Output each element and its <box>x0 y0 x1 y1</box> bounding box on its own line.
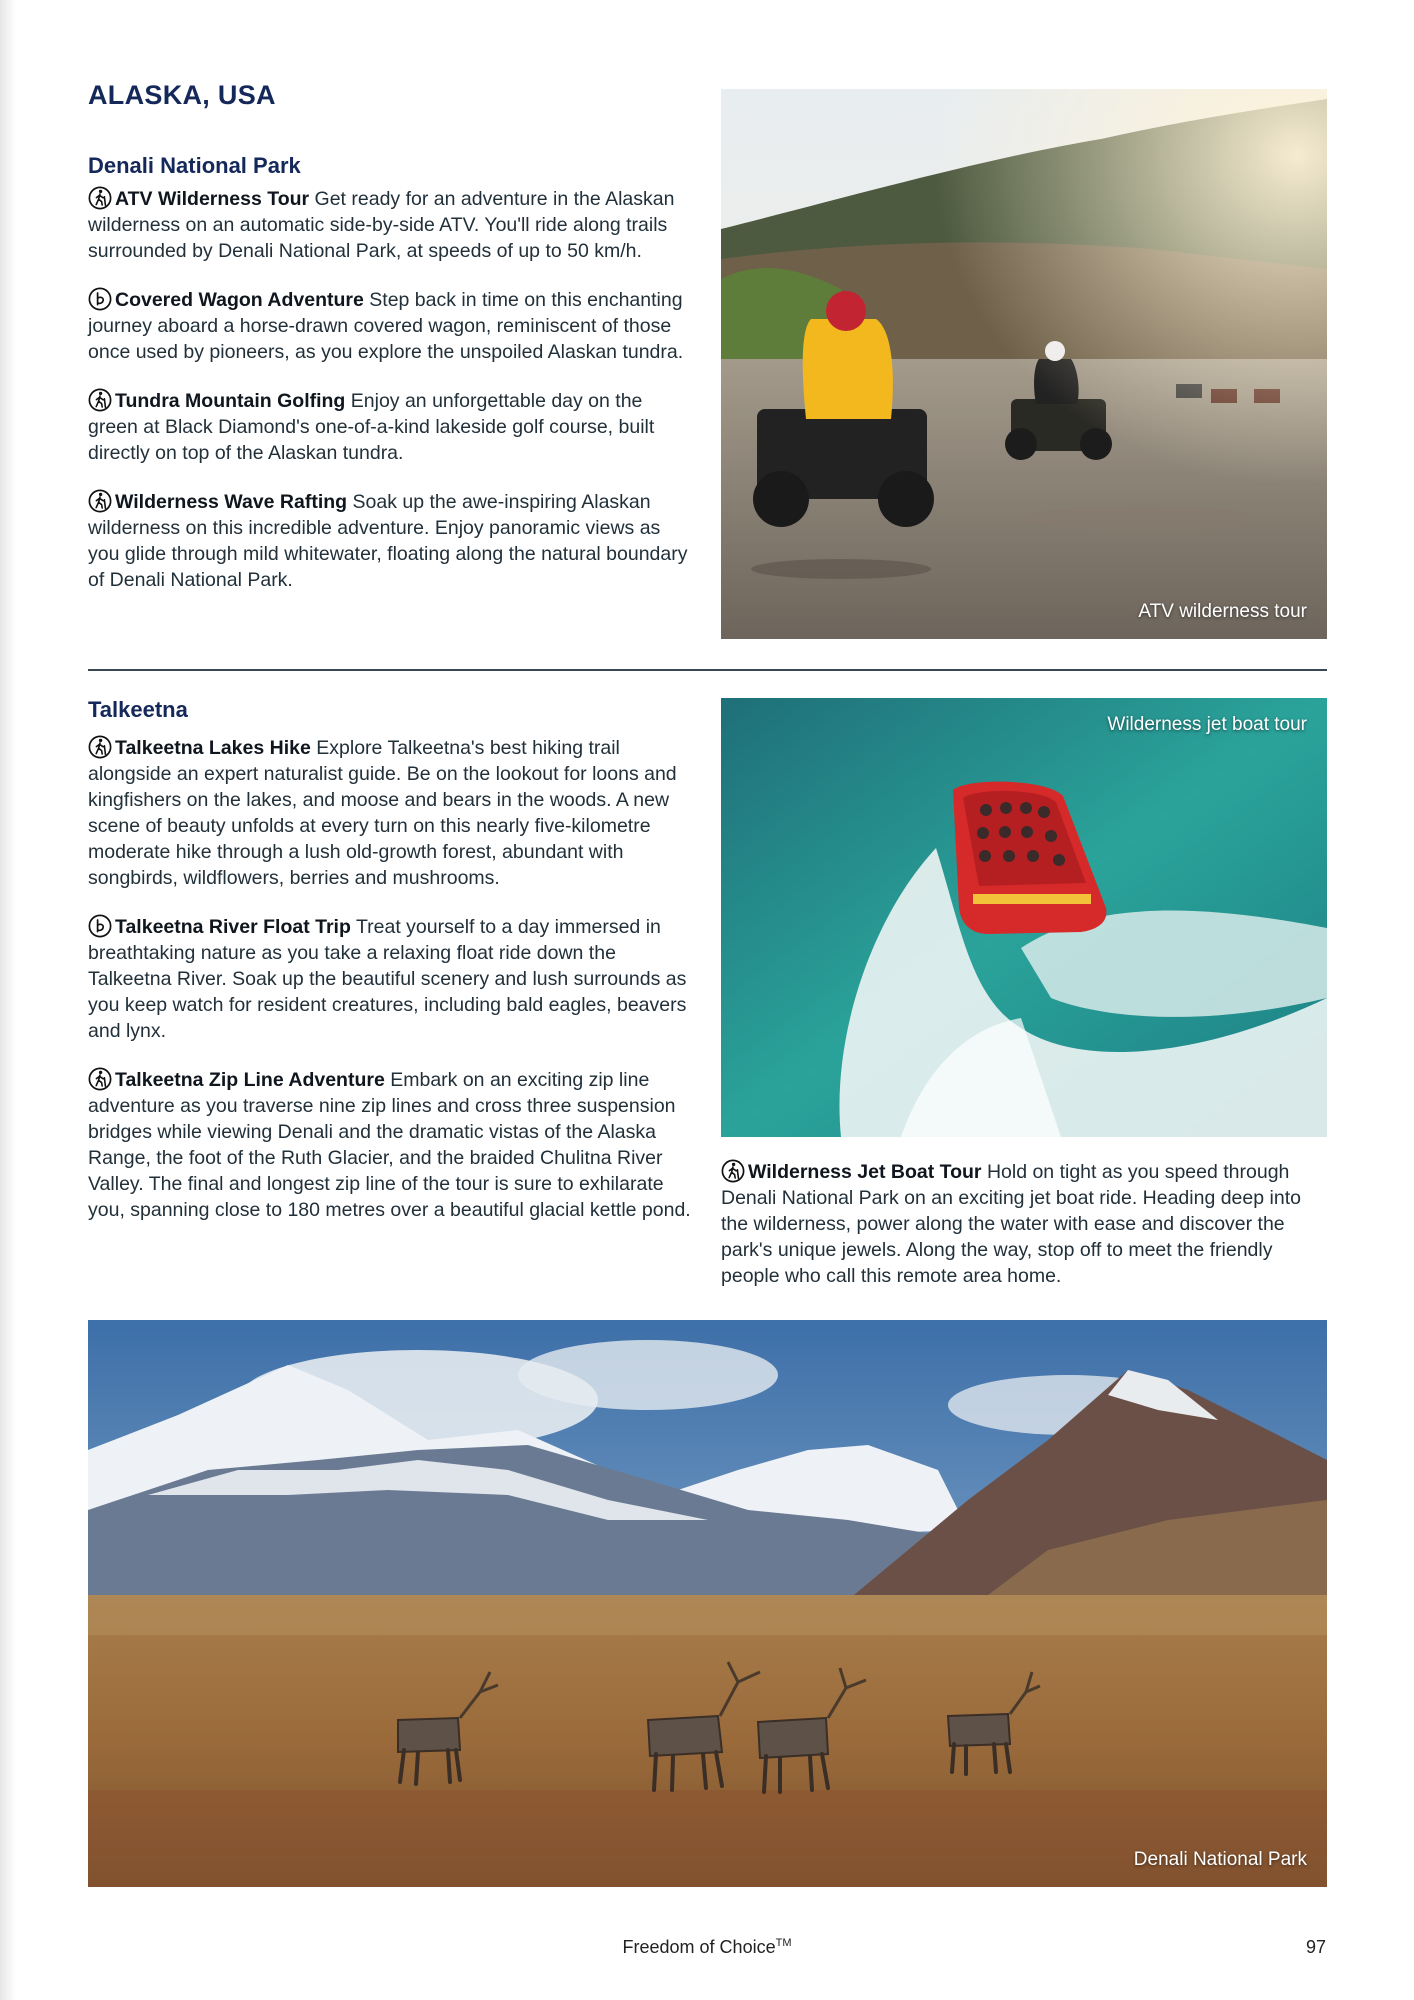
tour-description: Hold on tight as you speed through Denali National Park on an exciting jet boat ride. Heading deep into the wilderness, power along the water with ease and discover the park's unique jewels. Along the way, stop off to meet the friendly people who call this remote area home. <box>721 1161 1301 1287</box>
tour-description: Soak up the awe-inspiring Alaskan wilderness on this incredible adventure. Enjoy panoramic views as you glide through mild whitewater, floating along the natural boundary of Denali National Park. <box>88 491 688 591</box>
denali-panorama-photo <box>88 1320 1327 1887</box>
page-title: ALASKA, USA <box>88 80 276 110</box>
hiker-icon <box>721 1159 745 1183</box>
atv-photo-caption: ATV wilderness tour <box>1138 601 1307 622</box>
tour-wave-rafting <box>88 489 694 593</box>
tour-name: Covered Wagon Adventure <box>115 289 364 311</box>
jetboat-photo-caption: Wilderness jet boat tour <box>1107 714 1307 735</box>
tour-name: Tundra Mountain Golfing <box>115 390 346 412</box>
page-number: 97 <box>1305 1937 1326 1957</box>
tour-description: Treat yourself to a day immersed in breathtaking nature as you take a relaxing float ride down the Talkeetna River. Soak up the beautiful scenery and lush surrounds as you keep watch for resident creatures, including bald eagles, beavers and lynx. <box>88 916 687 1042</box>
tour-covered-wagon <box>88 287 694 365</box>
tour-tundra-golfing <box>88 388 694 466</box>
tour-jet-boat <box>721 1159 1327 1289</box>
hiker-icon <box>88 489 112 513</box>
hiker-icon <box>88 735 112 759</box>
jetboat-tour-text <box>721 1159 1327 1312</box>
hiker-icon <box>88 388 112 412</box>
tour-atv-wilderness <box>88 186 694 264</box>
hiker-icon <box>88 186 112 210</box>
jetboat-photo <box>721 698 1327 1137</box>
tour-lakes-hike <box>88 735 694 891</box>
tour-description: Step back in time on this enchanting journey aboard a horse-drawn covered wagon, reminiscent of those once used by pioneers, as you explore the unspoiled Alaskan tundra. <box>88 289 684 363</box>
denali-photo-caption: Denali National Park <box>1133 1849 1307 1870</box>
sightseeing-icon <box>88 287 112 311</box>
tour-name: Talkeetna Zip Line Adventure <box>115 1069 385 1091</box>
tour-name: Talkeetna River Float Trip <box>115 916 351 938</box>
tour-zip-line <box>88 1067 694 1223</box>
tour-description: Get ready for an adventure in the Alaskan wilderness on an automatic side-by-side ATV. You'll ride along trails surrounded by Denali National Park, at speeds of up to 50 km/h. <box>88 188 675 262</box>
tour-description: Embark on an exciting zip line adventure as you traverse nine zip lines and cross three suspension bridges while viewing Denali and the dramatic vistas of the Alaska Range, the foot of the Ruth Glacier, and the braided Chulitna River Valley. The final and longest zip line of the tour is sure to exhilarate you, spanning close to 180 metres over a beautiful glacial kettle pond. <box>88 1069 691 1221</box>
section-title-talkeetna: Talkeetna <box>88 697 188 722</box>
section-title-denali: Denali National Park <box>88 153 301 178</box>
tour-name: Talkeetna Lakes Hike <box>115 737 311 759</box>
tour-description: Enjoy an unforgettable day on the green at Black Diamond's one-of-a-kind lakeside golf course, built directly on top of the Alaskan tundra. <box>88 390 655 464</box>
hiker-icon <box>88 1067 112 1091</box>
atv-photo <box>721 89 1327 639</box>
talkeetna-tour-list <box>88 735 694 1246</box>
trademark-mark: TM <box>775 1937 792 1949</box>
tour-river-float <box>88 914 694 1044</box>
tour-description: Explore Talkeetna's best hiking trail alongside an expert naturalist guide. Be on the lookout for loons and kingfishers on the lakes, and moose and bears in the woods. A new scene of beauty unfolds at every turn on this nearly five-kilometre moderate hike through a lush old-growth forest, abundant with songbirds, wildflowers, berries and mushrooms. <box>88 737 677 889</box>
tour-name: ATV Wilderness Tour <box>115 188 310 210</box>
tour-name: Wilderness Wave Rafting <box>115 491 348 513</box>
page-edge-shadow <box>0 0 16 2000</box>
footer-brand-text: Freedom of Choice <box>622 1937 776 1957</box>
denali-tour-list <box>88 186 694 616</box>
section-divider <box>88 669 1327 671</box>
footer-brand <box>0 1937 1414 1958</box>
tour-name: Wilderness Jet Boat Tour <box>748 1161 982 1183</box>
sightseeing-icon <box>88 914 112 938</box>
